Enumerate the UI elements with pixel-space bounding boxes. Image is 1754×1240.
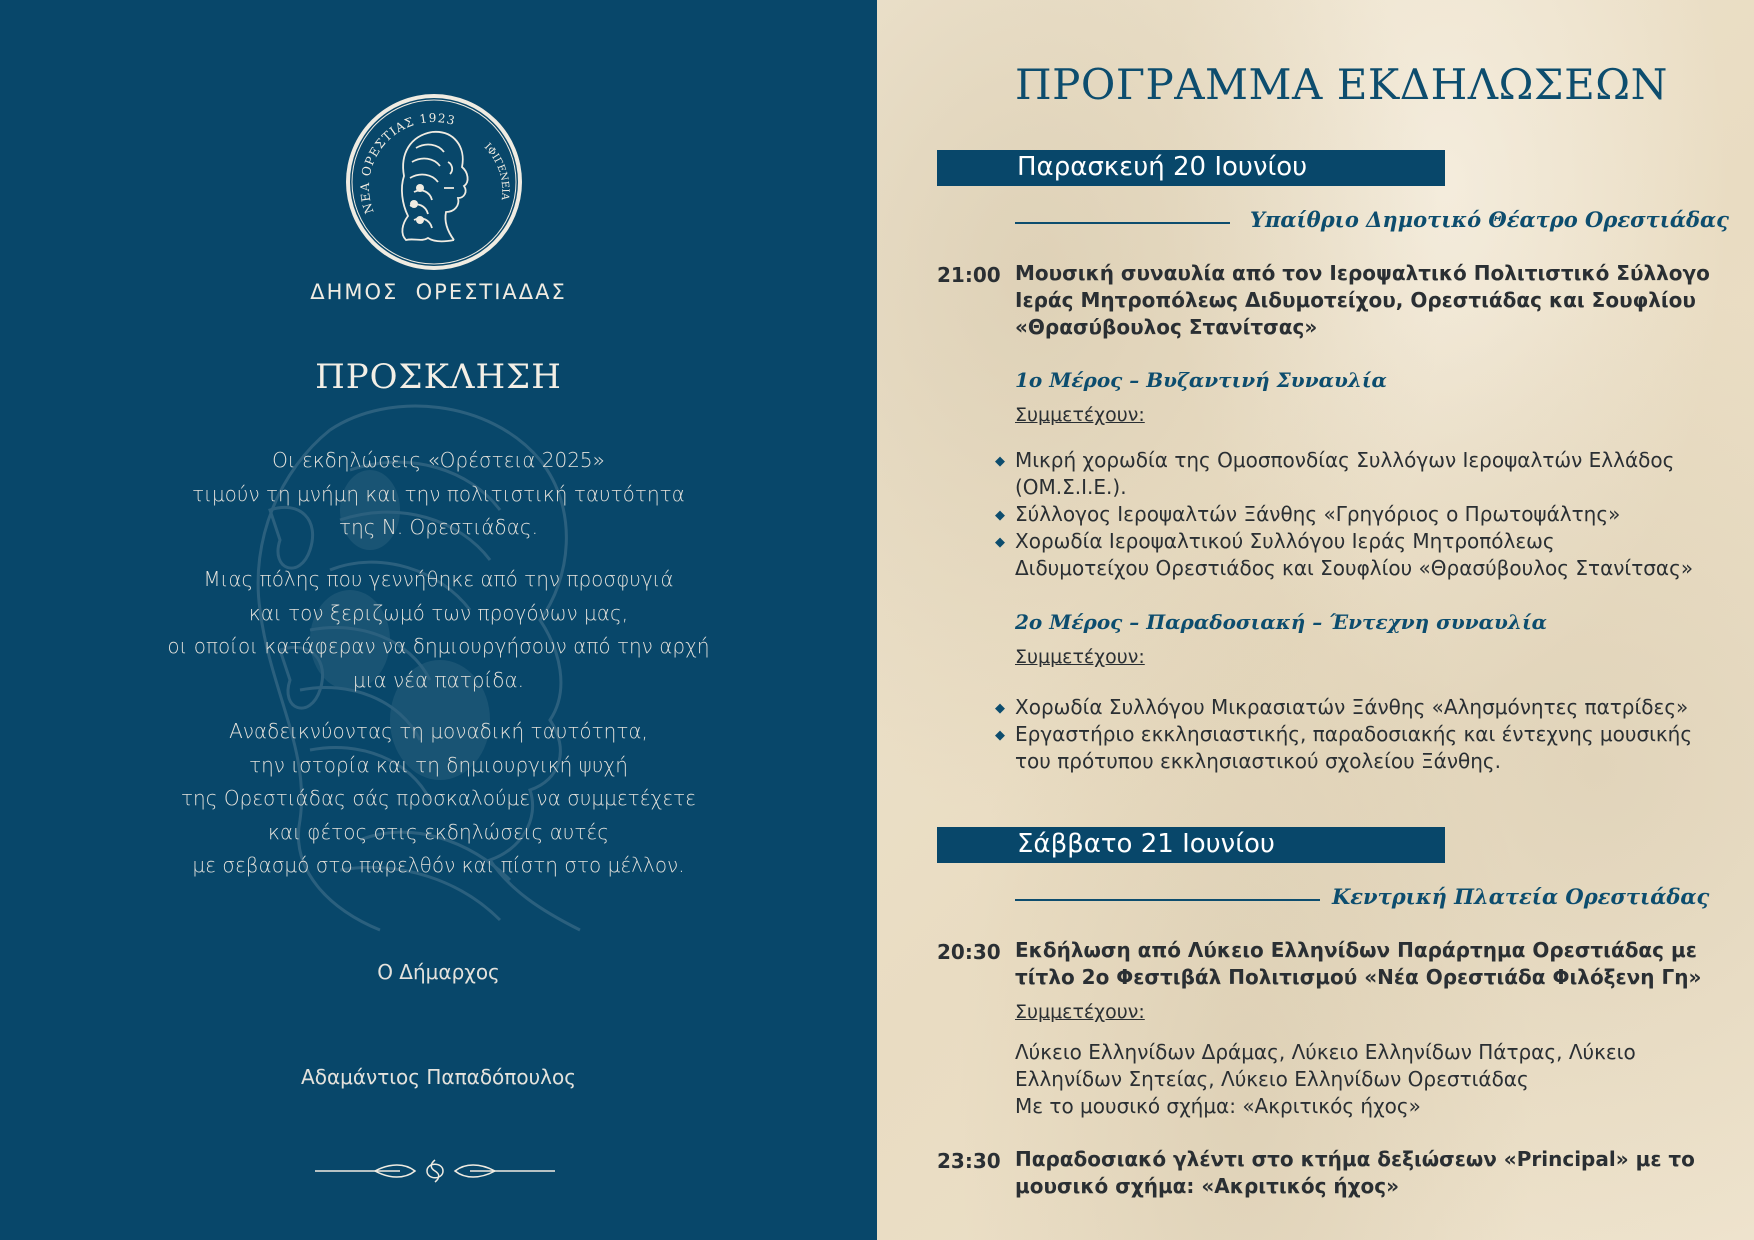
list-item (1015, 528, 1693, 582)
text-line: οι οποίοι κατάφεραν να δημιουργήσουν από την αρχή (167, 634, 710, 658)
signature-role: Ο Δήμαρχος (377, 960, 500, 984)
text-line: Σύλλογος Ιεροψαλτών Ξάνθης «Γρηγόριος ο Πρωτοψάλτης» (1015, 502, 1621, 526)
bullet-diamond-icon: ◆ (995, 508, 1005, 523)
venue-divider (1015, 222, 1230, 224)
part-title: 2ο Μέρος – Παραδοσιακή – Έντεχνη συναυλία (1015, 610, 1548, 634)
event-time: 21:00 (937, 263, 1001, 287)
text-line: μουσικό σχήμα: «Ακριτικός ήχος» (1015, 1174, 1400, 1198)
invitation-paragraph-3 (0, 715, 877, 883)
text-line: της Ν. Ορεστιάδας. (339, 515, 538, 539)
text-line: «Θρασύβουλος Στανίτσας» (1015, 315, 1318, 339)
text-line: Ιεράς Μητροπόλεως Διδυμοτείχου, Ορεστιάδας και Σουφλίου (1015, 288, 1696, 312)
seal-logo (344, 92, 524, 272)
text-line: τίτλο 2ο Φεστιβάλ Πολιτισμού «Νέα Ορεστιάδα Φιλόξενη Γη» (1015, 965, 1702, 989)
ornament-flourish (315, 1158, 555, 1184)
event-description (1015, 260, 1710, 341)
text-line: Χορωδία Συλλόγου Μικρασιατών Ξάνθης «Αλησμόνητες πατρίδες» (1015, 695, 1689, 719)
program-panel (877, 0, 1754, 1240)
text-line: Ελληνίδων Σητείας, Λύκειο Ελληνίδων Ορεστιάδας (1015, 1067, 1529, 1091)
list-item (1015, 501, 1620, 528)
text-line: Με το μουσικό σχήμα: «Ακριτικός ήχος» (1015, 1094, 1421, 1118)
text-line: Εργαστήριο εκκλησιαστικής, παραδοσιακής και έντεχνης μουσικής (1015, 722, 1693, 746)
bullet-diamond-icon: ◆ (995, 454, 1005, 469)
event-description (1015, 937, 1701, 991)
venue-name: Υπαίθριο Δημοτικό Θέατρο Ορεστιάδας (1250, 207, 1729, 232)
text-line: Εκδήλωση από Λύκειο Ελληνίδων Παράρτημα Ορεστιάδας με (1015, 938, 1697, 962)
venue-name: Κεντρική Πλατεία Ορεστιάδας (1332, 884, 1710, 909)
part-title: 1ο Μέρος – Βυζαντινή Συναυλία (1015, 368, 1387, 392)
text-line: Διδυμοτείχου Ορεστιάδος και Σουφλίου «Θρασύβουλος Στανίτσας» (1015, 556, 1694, 580)
invitation-paragraph-2 (0, 563, 877, 697)
participants-label: Συμμετέχουν: (1015, 1001, 1145, 1023)
list-item (1015, 694, 1688, 721)
program-title: ΠΡΟΓΡΑΜΜΑ ΕΚΔΗΛΩΣΕΩΝ (1015, 60, 1668, 109)
event-time: 20:30 (937, 940, 1001, 964)
day-header (937, 150, 1445, 186)
day-header (937, 827, 1445, 863)
text-line: την ιστορία και τη δημιουργική ψυχή (249, 752, 628, 777)
text-line: (ΟΜ.Σ.Ι.Ε.). (1015, 475, 1127, 499)
text-line: της Ορεστιάδας σάς προσκαλούμε να συμμετέχετε (181, 786, 696, 810)
event-description (1015, 1146, 1695, 1200)
participants-label: Συμμετέχουν: (1015, 646, 1145, 668)
text-line: με σεβασμό στο παρελθόν και πίστη στο μέλλον. (192, 853, 685, 877)
participants-list (1015, 1039, 1636, 1120)
invitation-title: ΠΡΟΣΚΛΗΣΗ (315, 357, 562, 397)
text-line: του πρότυπου εκκλησιαστικού σχολείου Ξάνθης. (1015, 749, 1502, 773)
text-line: Χορωδία Ιεροψαλτικού Συλλόγου Ιεράς Μητροπόλεως (1015, 529, 1555, 553)
bullet-diamond-icon: ◆ (995, 701, 1005, 716)
list-item (1015, 447, 1674, 501)
seal-arc-text: ΝΕΑ ΟΡΕΣΤΙΑΣ 1923 (357, 110, 458, 216)
venue-divider (1015, 899, 1320, 901)
text-line: μια νέα πατρίδα. (352, 667, 524, 692)
text-line: και φέτος στις εκδηλώσεις αυτές (268, 819, 609, 844)
text-line: Παραδοσιακό γλέντι στο κτήμα δεξιώσεων «Principal» με το (1015, 1147, 1695, 1171)
text-line: Μικρή χορωδία της Ομοσπονδίας Συλλόγων Ιεροψαλτών Ελλάδος (1015, 448, 1675, 472)
text-line: Λύκειο Ελληνίδων Δράμας, Λύκειο Ελληνίδων Πάτρας, Λύκειο (1015, 1040, 1636, 1064)
participants-label: Συμμετέχουν: (1015, 404, 1145, 426)
seal-arc-text-right: ΙΦΙΓΕΝΕΙΑ (481, 141, 511, 201)
event-time: 23:30 (937, 1149, 1001, 1173)
text-line: Οι εκδηλώσεις «Ορέστεια 2025» (272, 448, 605, 472)
text-line: Μιας πόλης που γεννήθηκε από την προσφυγιά (203, 567, 674, 591)
day-label: Σάββατο 21 Ιουνίου (1017, 829, 1275, 859)
text-line: Αναδεικνύοντας τη μοναδική ταυτότητα, (229, 719, 648, 743)
invitation-paragraph-1 (0, 444, 877, 545)
signature-name: Αδαμάντιος Παπαδόπουλος (301, 1065, 576, 1089)
bullet-diamond-icon: ◆ (995, 535, 1005, 550)
bullet-diamond-icon: ◆ (995, 728, 1005, 743)
text-line: Μουσική συναυλία από τον Ιεροψαλτικό Πολιτιστικό Σύλλογο (1015, 261, 1710, 285)
municipality-name: ΔΗΜΟΣ ΟΡΕΣΤΙΑΔΑΣ (310, 280, 567, 304)
day-label: Παρασκευή 20 Ιουνίου (1017, 152, 1308, 182)
text-line: και τον ξεριζωμό των προγόνων μας, (248, 600, 629, 625)
text-line: τιμούν τη μνήμη και την πολιτιστική ταυτότητα (192, 481, 685, 506)
list-item (1015, 721, 1692, 775)
